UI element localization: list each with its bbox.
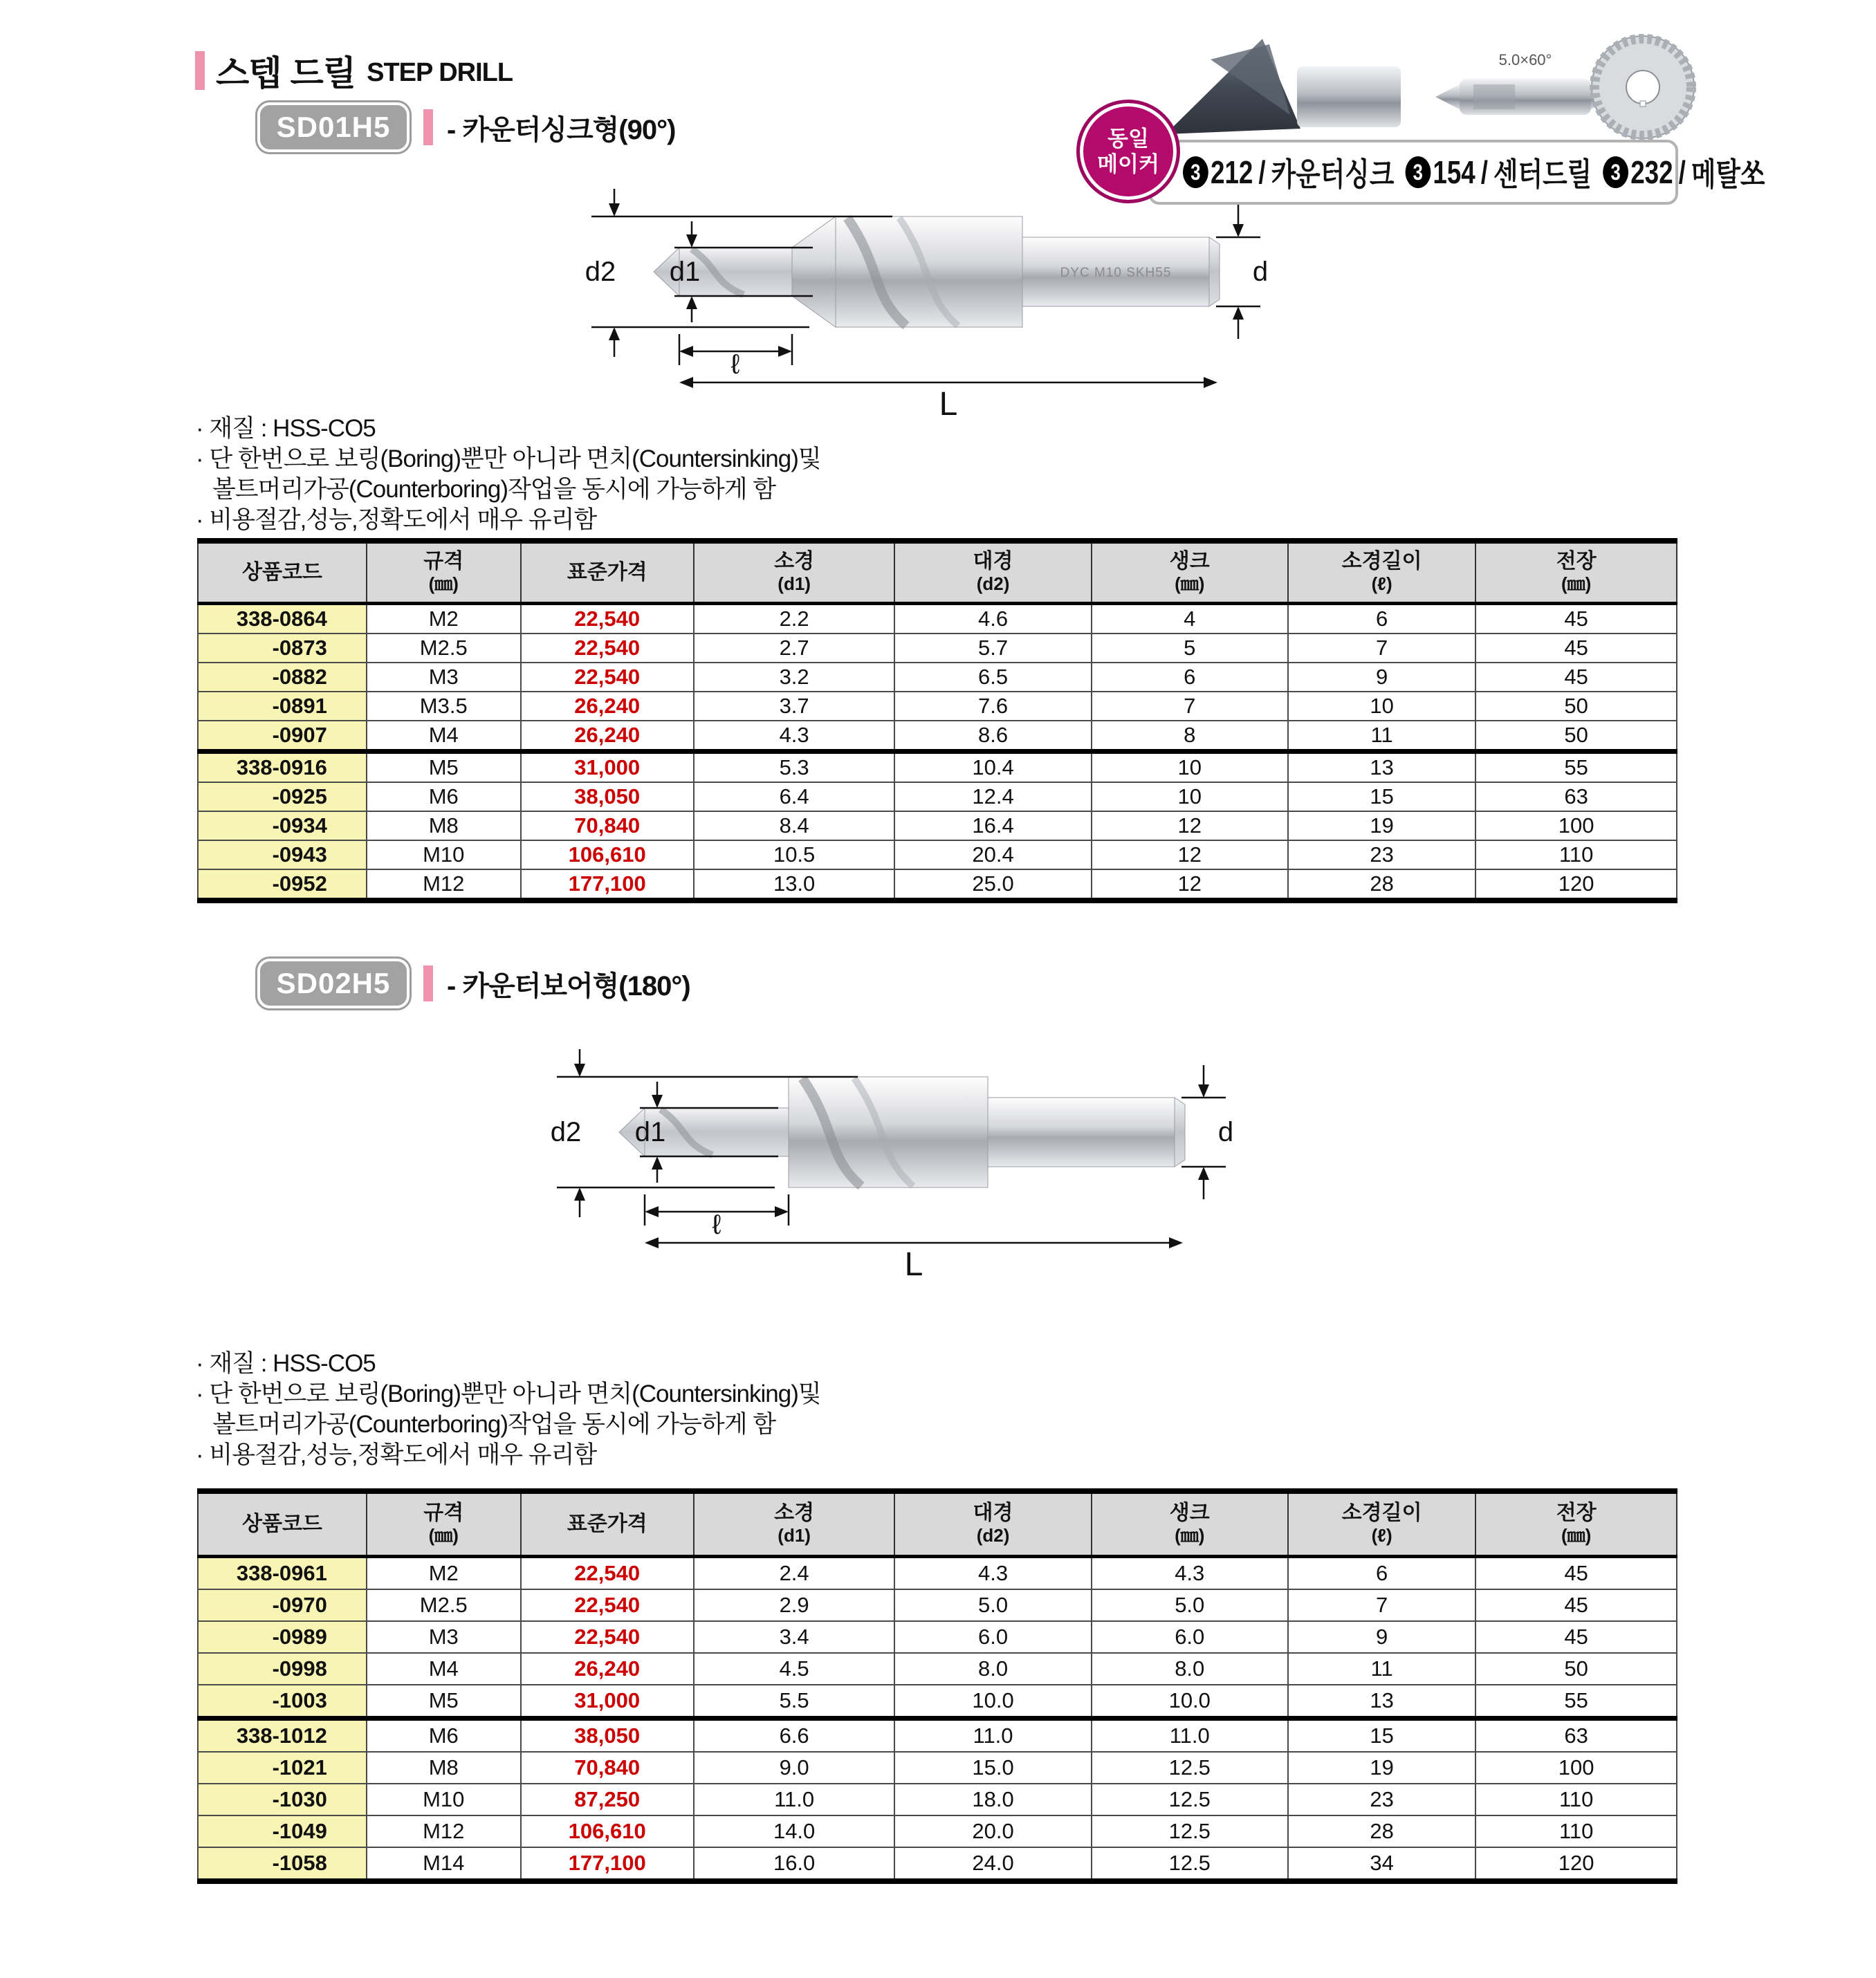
cell-price: 26,240 <box>521 721 694 752</box>
column-header: 소경길이 (ℓ) <box>1288 1491 1475 1557</box>
cell-d2: 15.0 <box>894 1752 1091 1784</box>
related-label: 센터드릴 <box>1493 156 1592 192</box>
cell-total-length: 45 <box>1475 1557 1677 1590</box>
cell-code: -0989 <box>198 1621 367 1653</box>
cell-total-length: 110 <box>1475 1815 1677 1847</box>
cell-price: 31,000 <box>521 1685 694 1719</box>
cell-d2: 20.0 <box>894 1815 1091 1847</box>
cell-code: -0873 <box>198 634 367 663</box>
cell-small-dia-length: 13 <box>1288 752 1475 783</box>
same-maker-line1: 동일 <box>1107 127 1149 151</box>
table-row <box>198 1589 1677 1621</box>
column-header: 전장 (㎜) <box>1475 541 1677 604</box>
related-product-ref <box>1183 149 1394 195</box>
cell-d2: 6.5 <box>894 663 1091 692</box>
column-header: 상품코드 <box>198 1491 367 1557</box>
cell-d1: 8.4 <box>694 811 895 840</box>
cell-d1: 10.5 <box>694 840 895 869</box>
cell-d2: 10.4 <box>894 752 1091 783</box>
column-header: 소경길이 (ℓ) <box>1288 541 1475 604</box>
feature-list <box>196 1349 1233 1470</box>
page-title: 스텝 드릴 <box>216 54 356 93</box>
model-header <box>257 959 690 1008</box>
cell-small-dia-length: 6 <box>1288 604 1475 634</box>
cell-total-length: 110 <box>1475 1784 1677 1815</box>
header-row <box>198 1491 1677 1557</box>
label-l: ℓ <box>712 1210 721 1240</box>
cell-price: 70,840 <box>521 811 694 840</box>
cell-d2: 4.6 <box>894 604 1091 634</box>
cell-total-length: 55 <box>1475 1685 1677 1719</box>
cell-code: -0952 <box>198 869 367 900</box>
cell-total-length: 45 <box>1475 604 1677 634</box>
cell-price: 26,240 <box>521 1653 694 1685</box>
accent-bar <box>423 965 433 1001</box>
cell-d2: 20.4 <box>894 840 1091 869</box>
cell-code: -0882 <box>198 663 367 692</box>
feature-line: · 비용절감,성능,정확도에서 매우 유리함 <box>196 1441 597 1468</box>
cell-shank: 6 <box>1092 663 1288 692</box>
cell-d2: 5.0 <box>894 1589 1091 1621</box>
cell-code: -1021 <box>198 1752 367 1784</box>
cell-size: M3 <box>367 663 521 692</box>
cell-price: 38,050 <box>521 1719 694 1753</box>
cell-price: 106,610 <box>521 840 694 869</box>
cell-d1: 5.3 <box>694 752 895 783</box>
label-L: L <box>939 386 958 423</box>
label-L: L <box>904 1246 923 1283</box>
cell-shank: 5 <box>1092 634 1288 663</box>
cell-d1: 14.0 <box>694 1815 895 1847</box>
label-d2: d2 <box>585 257 616 287</box>
cell-small-dia-length: 19 <box>1288 1752 1475 1784</box>
cell-shank: 10 <box>1092 752 1288 783</box>
spec-table-container <box>197 1488 1677 1884</box>
cell-code: 338-1012 <box>198 1719 367 1753</box>
cell-small-dia-length: 15 <box>1288 782 1475 811</box>
feature-line: · 재질 : HSS-CO5 <box>196 415 376 442</box>
cell-total-length: 55 <box>1475 752 1677 783</box>
table-row <box>198 1557 1677 1590</box>
cell-shank: 4 <box>1092 604 1288 634</box>
cell-price: 22,540 <box>521 1589 694 1621</box>
cell-d1: 2.2 <box>694 604 895 634</box>
cell-size: M8 <box>367 1752 521 1784</box>
label-d2: d2 <box>550 1117 582 1147</box>
cell-small-dia-length: 6 <box>1288 1557 1475 1590</box>
cell-d2: 10.0 <box>894 1685 1091 1719</box>
cell-size: M2 <box>367 1557 521 1590</box>
cell-price: 31,000 <box>521 752 694 783</box>
feature-line: · 재질 : HSS-CO5 <box>196 1350 376 1377</box>
cell-size: M4 <box>367 1653 521 1685</box>
column-header: 대경 (d2) <box>894 1491 1091 1557</box>
cell-shank: 12.5 <box>1092 1752 1288 1784</box>
table-row <box>198 1653 1677 1685</box>
cell-size: M2.5 <box>367 634 521 663</box>
cell-size: M2.5 <box>367 1589 521 1621</box>
cell-small-dia-length: 28 <box>1288 869 1475 900</box>
cell-d2: 25.0 <box>894 869 1091 900</box>
same-maker-line2: 메이커 <box>1097 152 1159 176</box>
cell-code: -0891 <box>198 692 367 721</box>
cell-small-dia-length: 15 <box>1288 1719 1475 1753</box>
cell-shank: 12.5 <box>1092 1847 1288 1881</box>
cell-shank: 12.5 <box>1092 1784 1288 1815</box>
cell-price: 70,840 <box>521 1752 694 1784</box>
column-header: 소경 (d1) <box>694 1491 895 1557</box>
cell-shank: 10 <box>1092 782 1288 811</box>
cell-shank: 12.5 <box>1092 1815 1288 1847</box>
cell-small-dia-length: 28 <box>1288 1815 1475 1847</box>
cell-d1: 11.0 <box>694 1784 895 1815</box>
cell-price: 38,050 <box>521 782 694 811</box>
cell-size: M8 <box>367 811 521 840</box>
cell-total-length: 50 <box>1475 1653 1677 1685</box>
cell-total-length: 110 <box>1475 840 1677 869</box>
model-badge: SD02H5 <box>257 959 410 1008</box>
table-row <box>198 1847 1677 1881</box>
cell-d1: 6.4 <box>694 782 895 811</box>
label-l: ℓ <box>730 349 740 380</box>
cell-price: 177,100 <box>521 869 694 900</box>
cell-size: M14 <box>367 1847 521 1881</box>
cell-size: M12 <box>367 869 521 900</box>
cell-size: M4 <box>367 721 521 752</box>
cell-price: 106,610 <box>521 1815 694 1847</box>
cell-d2: 11.0 <box>894 1719 1091 1753</box>
cell-size: M5 <box>367 1685 521 1719</box>
shank-marking: DYC M10 SKH55 <box>1060 266 1172 280</box>
label-d: d <box>1252 257 1269 287</box>
feature-line: · 단 한번으로 보링(Boring)뿐만 아니라 면치(Countersinking)및 <box>196 1380 821 1407</box>
cell-shank: 8.0 <box>1092 1653 1288 1685</box>
column-header: 대경 (d2) <box>894 541 1091 604</box>
cell-small-dia-length: 10 <box>1288 692 1475 721</box>
cell-d2: 7.6 <box>894 692 1091 721</box>
column-header: 규격 (㎜) <box>367 1491 521 1557</box>
page-number-icon: 3 <box>1603 156 1628 188</box>
same-maker-badge <box>1076 100 1180 203</box>
cell-total-length: 100 <box>1475 1752 1677 1784</box>
cell-size: M12 <box>367 1815 521 1847</box>
related-products-bar <box>1148 140 1765 205</box>
cell-d1: 2.4 <box>694 1557 895 1590</box>
cell-code: 338-0864 <box>198 604 367 634</box>
table-row <box>198 1621 1677 1653</box>
related-label: 메탈쏘 <box>1691 156 1765 192</box>
column-header: 상품코드 <box>198 541 367 604</box>
cell-d1: 16.0 <box>694 1847 895 1881</box>
cell-d1: 5.5 <box>694 1685 895 1719</box>
cell-d2: 18.0 <box>894 1784 1091 1815</box>
cell-total-length: 100 <box>1475 811 1677 840</box>
cell-total-length: 63 <box>1475 782 1677 811</box>
cell-price: 177,100 <box>521 1847 694 1881</box>
drill-drawing <box>619 1077 1185 1187</box>
cell-total-length: 50 <box>1475 721 1677 752</box>
cell-small-dia-length: 7 <box>1288 634 1475 663</box>
cell-code: -1003 <box>198 1685 367 1719</box>
table-row <box>198 1784 1677 1815</box>
related-page: 232 <box>1630 154 1673 190</box>
cell-code: -1058 <box>198 1847 367 1881</box>
cell-small-dia-length: 7 <box>1288 1589 1475 1621</box>
cell-code: -0934 <box>198 811 367 840</box>
dimension-diagram-counterbore <box>540 1046 1238 1281</box>
cell-shank: 12 <box>1092 840 1288 869</box>
cell-size: M10 <box>367 1784 521 1815</box>
cell-d1: 3.2 <box>694 663 895 692</box>
cell-small-dia-length: 23 <box>1288 1784 1475 1815</box>
related-product-ref <box>1603 149 1765 195</box>
cell-shank: 4.3 <box>1092 1557 1288 1590</box>
cell-code: -0970 <box>198 1589 367 1621</box>
cell-total-length: 120 <box>1475 1847 1677 1881</box>
spec-table <box>197 1488 1677 1884</box>
feature-line: 볼트머리가공(Counterboring)작업을 동시에 가능하게 함 <box>212 1411 776 1438</box>
cell-shank: 11.0 <box>1092 1719 1288 1753</box>
feature-line: · 단 한번으로 보링(Boring)뿐만 아니라 면치(Countersinking)및 <box>196 445 821 472</box>
related-label: 카운터싱크 <box>1271 156 1395 192</box>
cell-d1: 2.9 <box>694 1589 895 1621</box>
related-products-list <box>1183 149 1765 195</box>
related-page: 154 <box>1433 154 1475 190</box>
cell-d2: 5.7 <box>894 634 1091 663</box>
cell-code: 338-0916 <box>198 752 367 783</box>
cell-total-length: 50 <box>1475 692 1677 721</box>
cell-small-dia-length: 9 <box>1288 663 1475 692</box>
column-header: 규격 (㎜) <box>367 541 521 604</box>
cell-price: 22,540 <box>521 1621 694 1653</box>
cell-d1: 6.6 <box>694 1719 895 1753</box>
cell-d2: 8.0 <box>894 1653 1091 1685</box>
cell-shank: 10.0 <box>1092 1685 1288 1719</box>
cell-shank: 12 <box>1092 869 1288 900</box>
cell-size: M10 <box>367 840 521 869</box>
cell-shank: 6.0 <box>1092 1621 1288 1653</box>
label-d1: d1 <box>669 257 701 287</box>
model-badge: SD01H5 <box>257 102 410 152</box>
cell-size: M6 <box>367 782 521 811</box>
column-header: 소경 (d1) <box>694 541 895 604</box>
page-title-en: STEP DRILL <box>367 57 513 87</box>
cell-code: -1049 <box>198 1815 367 1847</box>
cell-shank: 12 <box>1092 811 1288 840</box>
cell-d2: 4.3 <box>894 1557 1091 1590</box>
cell-d1: 3.4 <box>694 1621 895 1653</box>
cell-code: -0998 <box>198 1653 367 1685</box>
column-header: 표준가격 <box>521 541 694 604</box>
separator: / <box>1258 154 1266 190</box>
related-page: 212 <box>1211 154 1253 190</box>
page-number-icon: 3 <box>1405 156 1431 188</box>
cell-total-length: 45 <box>1475 634 1677 663</box>
label-d: d <box>1217 1117 1234 1147</box>
table-row <box>198 1752 1677 1784</box>
cell-small-dia-length: 34 <box>1288 1847 1475 1881</box>
feature-line: · 비용절감,성능,정확도에서 매우 유리함 <box>196 506 597 533</box>
cell-size: M3.5 <box>367 692 521 721</box>
separator: / <box>1480 154 1488 190</box>
column-header: 생크 (㎜) <box>1092 541 1288 604</box>
related-product-ref <box>1405 149 1592 195</box>
cell-total-length: 45 <box>1475 1589 1677 1621</box>
cell-price: 22,540 <box>521 1557 694 1590</box>
center-drill-size-label: 5.0×60° <box>1498 51 1552 68</box>
cell-total-length: 120 <box>1475 869 1677 900</box>
column-header: 표준가격 <box>521 1491 694 1557</box>
cell-code: 338-0961 <box>198 1557 367 1590</box>
cell-shank: 8 <box>1092 721 1288 752</box>
type-label: - 카운터싱크형(90°) <box>447 114 676 145</box>
cell-price: 87,250 <box>521 1784 694 1815</box>
column-header: 전장 (㎜) <box>1475 1491 1677 1557</box>
cell-size: M5 <box>367 752 521 783</box>
cell-d2: 6.0 <box>894 1621 1091 1653</box>
cell-d1: 9.0 <box>694 1752 895 1784</box>
page-number-icon: 3 <box>1183 156 1208 188</box>
cell-small-dia-length: 11 <box>1288 721 1475 752</box>
column-header: 생크 (㎜) <box>1092 1491 1288 1557</box>
cell-code: -1030 <box>198 1784 367 1815</box>
type-label: - 카운터보어형(180°) <box>447 970 690 1001</box>
cell-d1: 13.0 <box>694 869 895 900</box>
cell-size: M3 <box>367 1621 521 1653</box>
table-row <box>198 1685 1677 1719</box>
cell-code: -0925 <box>198 782 367 811</box>
cell-shank: 7 <box>1092 692 1288 721</box>
cell-small-dia-length: 9 <box>1288 1621 1475 1653</box>
cell-total-length: 63 <box>1475 1719 1677 1753</box>
cell-price: 26,240 <box>521 692 694 721</box>
cell-small-dia-length: 11 <box>1288 1653 1475 1685</box>
cell-price: 22,540 <box>521 604 694 634</box>
cell-small-dia-length: 23 <box>1288 840 1475 869</box>
cell-price: 22,540 <box>521 663 694 692</box>
cell-total-length: 45 <box>1475 1621 1677 1653</box>
cell-code: -0907 <box>198 721 367 752</box>
cell-d2: 12.4 <box>894 782 1091 811</box>
cell-d2: 16.4 <box>894 811 1091 840</box>
cell-d1: 2.7 <box>694 634 895 663</box>
cell-price: 22,540 <box>521 634 694 663</box>
table-row <box>198 1719 1677 1753</box>
cell-total-length: 45 <box>1475 663 1677 692</box>
cell-size: M6 <box>367 1719 521 1753</box>
table-row <box>198 1815 1677 1847</box>
label-d1: d1 <box>634 1117 666 1147</box>
cell-shank: 5.0 <box>1092 1589 1288 1621</box>
feature-line: 볼트머리가공(Counterboring)작업을 동시에 가능하게 함 <box>212 476 776 503</box>
cell-d1: 4.3 <box>694 721 895 752</box>
cell-d1: 4.5 <box>694 1653 895 1685</box>
cell-d2: 8.6 <box>894 721 1091 752</box>
cell-small-dia-length: 19 <box>1288 811 1475 840</box>
cell-small-dia-length: 13 <box>1288 1685 1475 1719</box>
cell-size: M2 <box>367 604 521 634</box>
separator: / <box>1678 154 1686 190</box>
cell-d1: 3.7 <box>694 692 895 721</box>
cell-d2: 24.0 <box>894 1847 1091 1881</box>
cell-code: -0943 <box>198 840 367 869</box>
